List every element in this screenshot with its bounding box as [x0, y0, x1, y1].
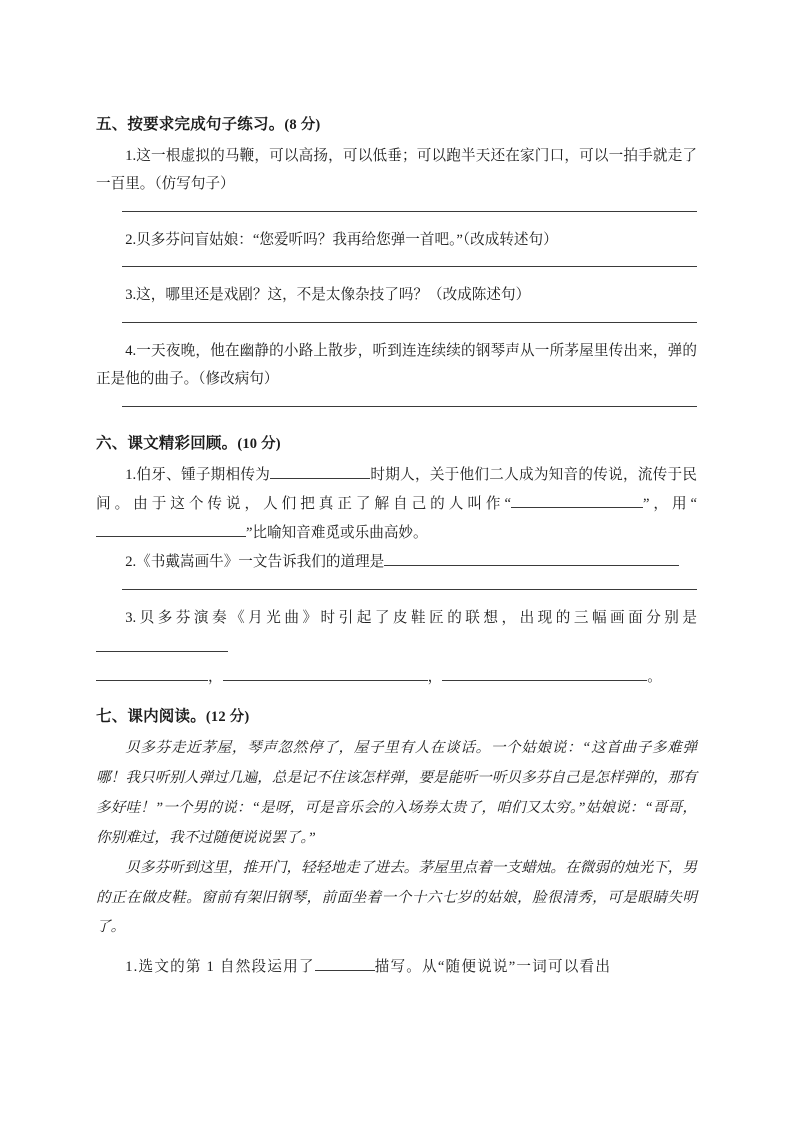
answer-line-5-4[interactable] [122, 406, 697, 407]
spacer-1 [96, 421, 697, 431]
answer-line-5-1[interactable] [122, 211, 697, 212]
q6-2-blank-1[interactable] [384, 551, 679, 567]
section-six-question-3 [96, 604, 697, 662]
section-five-item-1: 1.这一根虚拟的马鞭，可以高扬，可以低垂；可以跑半天还在家门口，可以一拍手就走了一百里。（仿写句子） [96, 148, 697, 193]
q7-1-blank-1[interactable] [315, 956, 375, 972]
section-five [96, 112, 697, 407]
q6-3-blank-4[interactable] [442, 665, 647, 681]
answer-line-5-3[interactable] [122, 322, 697, 323]
section-six-question-1 [96, 461, 697, 549]
q6-2-answer-line[interactable] [122, 589, 697, 590]
q6-1-text-c: ”，用“ [642, 495, 697, 512]
section-five-item-2: 2.贝多芬问盲姑娘：“您爱听吗？我再给您弹一首吧。”（改成转述句） [125, 231, 558, 248]
section-six-question-3-cont [96, 663, 697, 692]
q6-3-text-a: 3.贝多芬演奏《月光曲》时引起了皮鞋匠的联想，出现的三幅画面分别是 [125, 610, 697, 627]
q6-2-text: 2.《书戴嵩画牛》一文告诉我们的道理是 [125, 554, 385, 571]
section-five-score: (8 分) [284, 117, 321, 133]
q6-3-text-b: ， [208, 668, 223, 685]
q6-3-blank-1[interactable] [96, 636, 228, 652]
answer-line-5-2[interactable] [122, 266, 697, 267]
reading-passage-paragraph-1: 贝多芬走近茅屋，琴声忽然停了，屋子里有人在谈话。一个姑娘说：“这首曲子多难弹哪！我只听别人弹过几遍，总是记不住该怎样弹，要是能听一听贝多芬自己是怎样弹的，那有多好哇！”一个男的说：“是呀，可是音乐会的入场券太贵了，咱们又太穷。”姑娘说：“哥哥，你别难过，我不过随便说说罢了。” [96, 740, 697, 846]
q6-1-text-d: ”比喻知音难觅或乐曲高妙。 [246, 525, 428, 542]
section-six-score: (10 分) [237, 435, 281, 452]
section-seven [96, 704, 697, 983]
section-five-item-3: 3.这，哪里还是戏剧？这，不是太像杂技了吗？（改成陈述句） [125, 287, 531, 304]
spacer-2 [96, 694, 697, 704]
q6-1-blank-2[interactable] [511, 492, 643, 508]
q7-1-text-b: 描写。从“随便说说”一词可以看出 [374, 959, 612, 976]
section-seven-heading [96, 704, 697, 726]
q6-1-blank-1[interactable] [270, 463, 370, 479]
section-five-heading [96, 112, 697, 134]
section-six-heading [96, 431, 697, 453]
q7-1-text-a: 1.选文的第 1 自然段运用了 [125, 959, 315, 976]
section-six [96, 431, 697, 692]
q6-1-text-a: 1.伯牙、锺子期相传为 [125, 466, 271, 483]
section-seven-title: 七、课内阅读。 [96, 708, 206, 726]
q6-3-text-c: ， [427, 668, 443, 685]
q6-1-text-b: 时期人，关于他们二人成为知音的传说，流传于民间。由于这个传说，人们把真正了解自己的人叫作“ [96, 466, 697, 512]
reading-passage-paragraph-2: 贝多芬听到这里，推开门，轻轻地走了进去。茅屋里点着一支蜡烛。在微弱的烛光下，男的正在做皮鞋。窗前有架旧钢琴，前面坐着一个十六七岁的姑娘，脸很清秀，可是眼睛失明了。 [96, 859, 697, 936]
spacer-3 [96, 943, 697, 953]
q6-3-blank-3[interactable] [223, 665, 428, 681]
section-five-item-4: 4.一天夜晚，他在幽静的小路上散步，听到连连续续的钢琴声从一所茅屋里传出来，弹的正是他的曲子。（修改病句） [96, 342, 697, 388]
q6-1-blank-3[interactable] [96, 522, 246, 538]
section-five-title: 五、按要求完成句子练习。 [96, 116, 285, 133]
q6-3-text-d: 。 [647, 668, 662, 685]
section-six-question-2 [96, 548, 697, 577]
section-seven-score: (12 分) [205, 709, 250, 726]
q6-3-blank-2[interactable] [96, 665, 208, 681]
section-six-title: 六、课文精彩回顾。 [96, 434, 238, 452]
section-seven-question-1 [96, 953, 697, 982]
